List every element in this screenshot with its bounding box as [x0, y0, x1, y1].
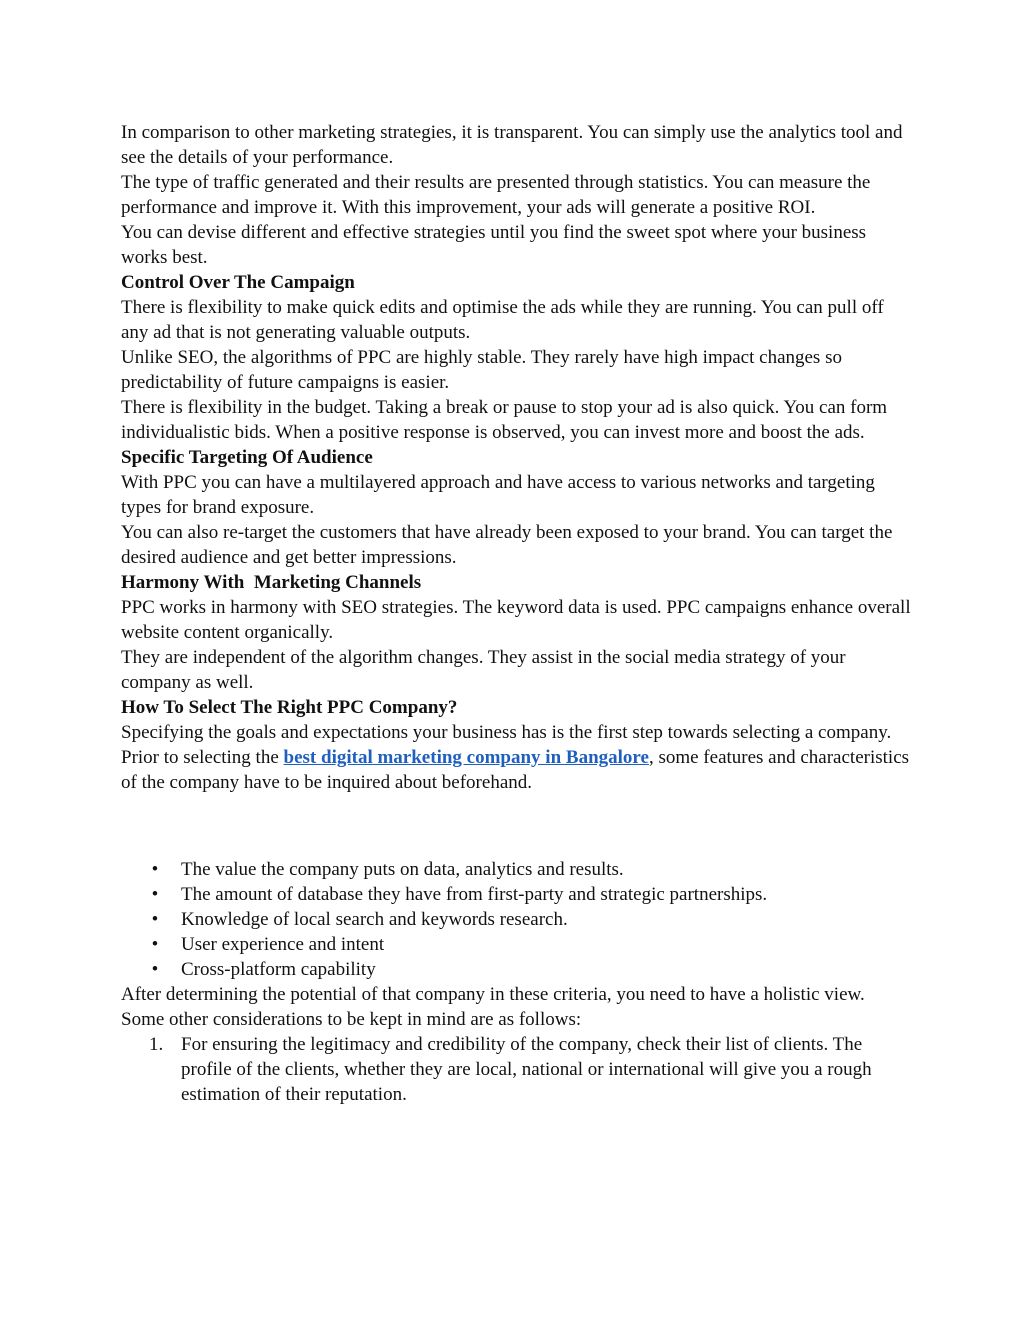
list-item — [121, 907, 911, 932]
document-page — [121, 120, 911, 1107]
control-paragraph-3: There is flexibility in the budget. Taking a break or pause to stop your ad is also quick. You can form individualistic bids. When a positive response is observed, you can invest more and boost the ads. — [121, 397, 888, 443]
bullet-marker: • — [151, 934, 159, 955]
list-item-text: Cross-platform capability — [181, 959, 376, 980]
best-digital-marketing-link[interactable]: best digital marketing company in Bangalore — [283, 747, 649, 768]
link-paragraph-after: , some features and characteristics of the company have to be inquired about beforehand. — [121, 747, 910, 793]
list-item-text: The amount of database they have from first-party and strategic partnerships. — [181, 884, 768, 905]
section-heading-harmony: Harmony With Marketing Channels — [121, 572, 422, 593]
section-heading-select-company: How To Select The Right PPC Company? — [121, 697, 458, 718]
targeting-paragraph-1: With PPC you can have a multilayered approach and have access to various networks and targeting types for brand exposure. — [121, 472, 875, 518]
list-item-text: Knowledge of local search and keywords research. — [181, 909, 568, 930]
bullet-marker: • — [151, 909, 159, 930]
harmony-paragraph-1: PPC works in harmony with SEO strategies. The keyword data is used. PPC campaigns enhance overall website content organically. — [121, 597, 911, 643]
list-item — [121, 932, 911, 957]
targeting-paragraph-2: You can also re-target the customers that have already been exposed to your brand. You can target the desired audience and get better impressions. — [121, 522, 893, 568]
list-item-text: For ensuring the legitimacy and credibility of the company, check their list of clients. The profile of the clients, whether they are local, national or international will give you a rough estimation of their reputation. — [181, 1034, 872, 1105]
list-item-text: The value the company puts on data, analytics and results. — [181, 859, 624, 880]
list-item — [121, 1032, 911, 1107]
list-item — [121, 857, 911, 882]
control-paragraph-1: There is flexibility to make quick edits and optimise the ads while they are running. You can pull off any ad that is not generating valuable outputs. — [121, 297, 884, 343]
section-heading-targeting: Specific Targeting Of Audience — [121, 447, 373, 468]
intro-paragraph-1: In comparison to other marketing strategies, it is transparent. You can simply use the analytics tool and see the details of your performance. — [121, 122, 903, 168]
list-item-text: User experience and intent — [181, 934, 385, 955]
spacer — [121, 795, 911, 857]
bullet-marker: • — [151, 884, 159, 905]
link-paragraph-before: Prior to selecting the — [121, 747, 284, 768]
section-heading-control: Control Over The Campaign — [121, 272, 355, 293]
harmony-paragraph-2: They are independent of the algorithm changes. They assist in the social media strategy of your company as well. — [121, 647, 846, 693]
control-paragraph-2: Unlike SEO, the algorithms of PPC are highly stable. They rarely have high impact changes so predictability of future campaigns is easier. — [121, 347, 842, 393]
select-paragraph-1: Specifying the goals and expectations your business has is the first step towards selecting a company. — [121, 722, 892, 743]
intro-paragraph-2: The type of traffic generated and their results are presented through statistics. You can measure the performance and improve it. With this improvement, your ads will generate a positive ROI. — [121, 172, 871, 218]
criteria-bullet-list — [121, 857, 911, 982]
bullet-marker: • — [151, 959, 159, 980]
number-marker: 1. — [149, 1034, 164, 1055]
bullet-marker: • — [151, 859, 159, 880]
considerations-numbered-list — [121, 1032, 911, 1107]
intro-paragraph-3: You can devise different and effective strategies until you find the sweet spot where your business works best. — [121, 222, 867, 268]
list-item — [121, 957, 911, 982]
link-paragraph — [121, 745, 911, 795]
after-bullets-paragraph: After determining the potential of that company in these criteria, you need to have a holistic view. Some other considerations to be kept in mind are as follows: — [121, 984, 865, 1030]
list-item — [121, 882, 911, 907]
